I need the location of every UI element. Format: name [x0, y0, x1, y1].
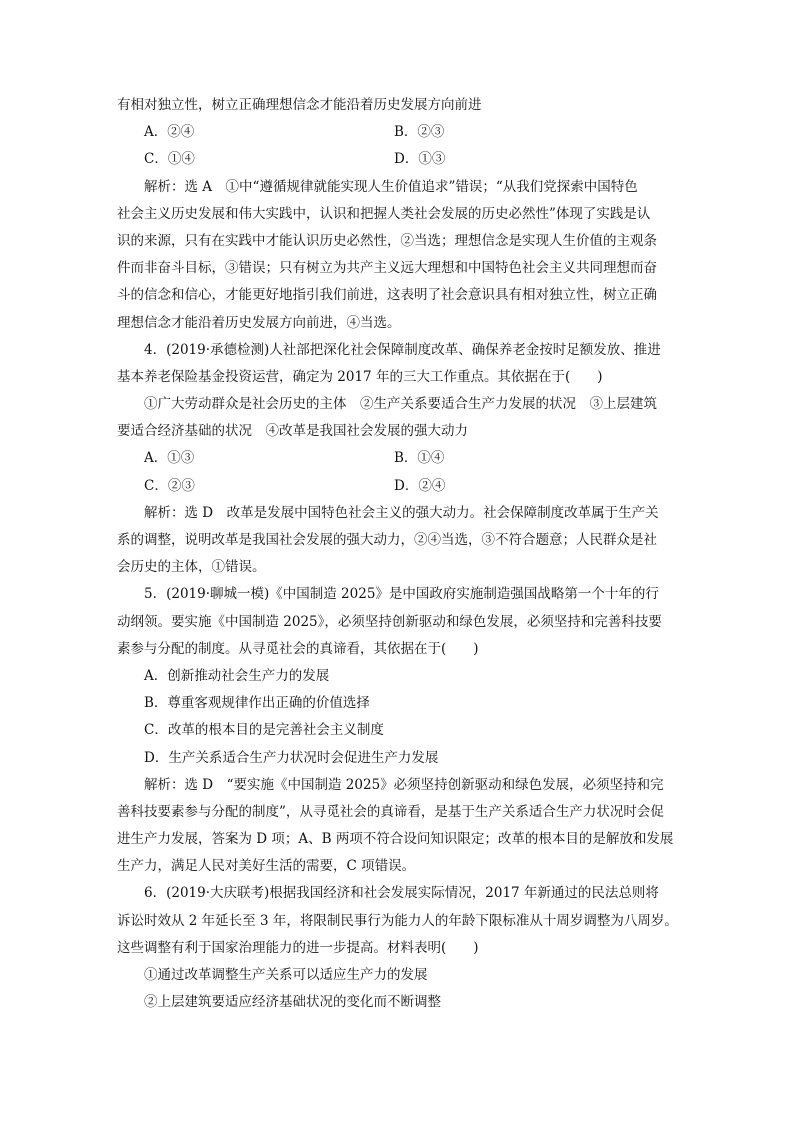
question-stem-line: 5．(2019·聊城一模)《中国制造 2025》是中国政府实施制造强国战略第一个十年的行	[144, 586, 659, 603]
document-body	[117, 92, 679, 1016]
option-c: C．①④	[144, 151, 195, 168]
question-stem-line: 6．(2019·大庆联考)根据我国经济和社会发展实际情况，2017 年新通过的民法总则将	[144, 885, 659, 902]
options-row	[117, 473, 679, 500]
statement-line: ①广大劳动群众是社会历史的主体 ②生产关系要适合生产力发展的状况 ③上层建筑	[144, 396, 657, 413]
option-a: A．创新推动社会生产力的发展	[144, 667, 330, 684]
options-row	[117, 445, 679, 472]
analysis-line: 生产力，满足人民对美好生活的需要，C 项错误。	[117, 858, 416, 875]
analysis-line: 进生产力发展，答案为 D 项；A、B 两项不符合设问知识限定；改革的根本目的是解放和发展	[117, 831, 674, 848]
question-stem-line: 动纲领。要实施《中国制造 2025》，必须坚持创新驱动和绿色发展，必须坚持和完善科技要	[117, 613, 662, 630]
analysis-line: 识的来源，只有在实践中才能认识历史必然性，②当选；理想信念是实现人生价值的主观条	[117, 232, 657, 249]
option-c: C．改革的根本目的是完善社会主义制度	[144, 722, 384, 739]
options-row	[117, 119, 679, 146]
option-d: D．①③	[394, 151, 446, 168]
statement-line: 要适合经济基础的状况 ④改革是我国社会发展的强大动力	[117, 423, 468, 440]
analysis-block	[117, 174, 679, 337]
question-5	[117, 581, 679, 880]
option-d: D．生产关系适合生产力状况时会促进生产力发展	[144, 749, 439, 766]
option-b: B．尊重客观规律作出正确的价值选择	[144, 695, 370, 712]
analysis-line: 解析：选 D “要实施《中国制造 2025》必须坚持创新驱动和绿色发展，必须坚持和完	[144, 776, 664, 793]
question-4	[117, 337, 679, 582]
analysis-line: 会历史的主体，①错误。	[117, 559, 266, 576]
analysis-line: 解析：选 D 改革是发展中国特色社会主义的强大动力。社会保障制度改革属于生产关	[144, 504, 659, 521]
question-stem-line: 诉讼时效从 2 年延长至 3 年，将限制民事行为能力人的年龄下限标准从十周岁调整为八周岁。	[117, 912, 678, 929]
analysis-line: 斗的信念和信心，才能更好地指引我们前进，这表明了社会意识具有相对独立性，树立正确	[117, 287, 657, 304]
option-a: A．①③	[144, 450, 195, 467]
question-6	[117, 880, 679, 1016]
question-stem-line: 素参与分配的制度。从寻觅社会的真谛看，其依据在于( )	[117, 640, 479, 657]
analysis-line: 善科技要素参与分配的制度”，从寻觅社会的真谛看，是基于生产关系适合生产力状况时会促	[117, 803, 664, 820]
statement-line: ①通过改革调整生产关系可以适应生产力的发展	[144, 967, 428, 983]
analysis-line: 系的调整，说明改革是我国社会发展的强大动力，②④当选，③不符合题意；人民群众是社	[117, 532, 657, 548]
question-stem-line: 基本养老保险基金投资运营，确定为 2017 年的三大工作重点。其依据在于( )	[117, 368, 603, 385]
options-row	[117, 146, 679, 173]
option-b: B．②③	[394, 124, 445, 141]
analysis-line: 件而非奋斗目标，③错误；只有树立为共产主义远大理想和中国特色社会主义共同理想而奋	[117, 260, 657, 277]
analysis-line: 解析：选 A ①中“遵循规律就能实现人生价值追求”错误；“从我们党探索中国特色	[144, 178, 638, 195]
question-stem-line: 这些调整有利于国家治理能力的进一步提高。材料表明( )	[117, 939, 479, 956]
analysis-line: 理想信念才能沿着历史发展方向前进，④当选。	[117, 314, 401, 331]
text-line: 有相对独立性，树立正确理想信念才能沿着历史发展方向前进	[117, 97, 482, 113]
option-a: A．②④	[144, 124, 195, 141]
option-c: C．②③	[144, 477, 195, 494]
option-d: D．②④	[394, 477, 446, 494]
option-b: B．①④	[394, 450, 445, 467]
statement-line: ②上层建筑要适应经济基础状况的变化而不断调整	[144, 994, 441, 1011]
analysis-line: 社会主义历史发展和伟大实践中，认识和把握人类社会发展的历史必然性”体现了实践是认	[117, 205, 651, 222]
question-stem-line: 4．(2019·承德检测)人社部把深化社会保障制度改革、确保养老金按时足额发放、推进	[144, 341, 661, 358]
